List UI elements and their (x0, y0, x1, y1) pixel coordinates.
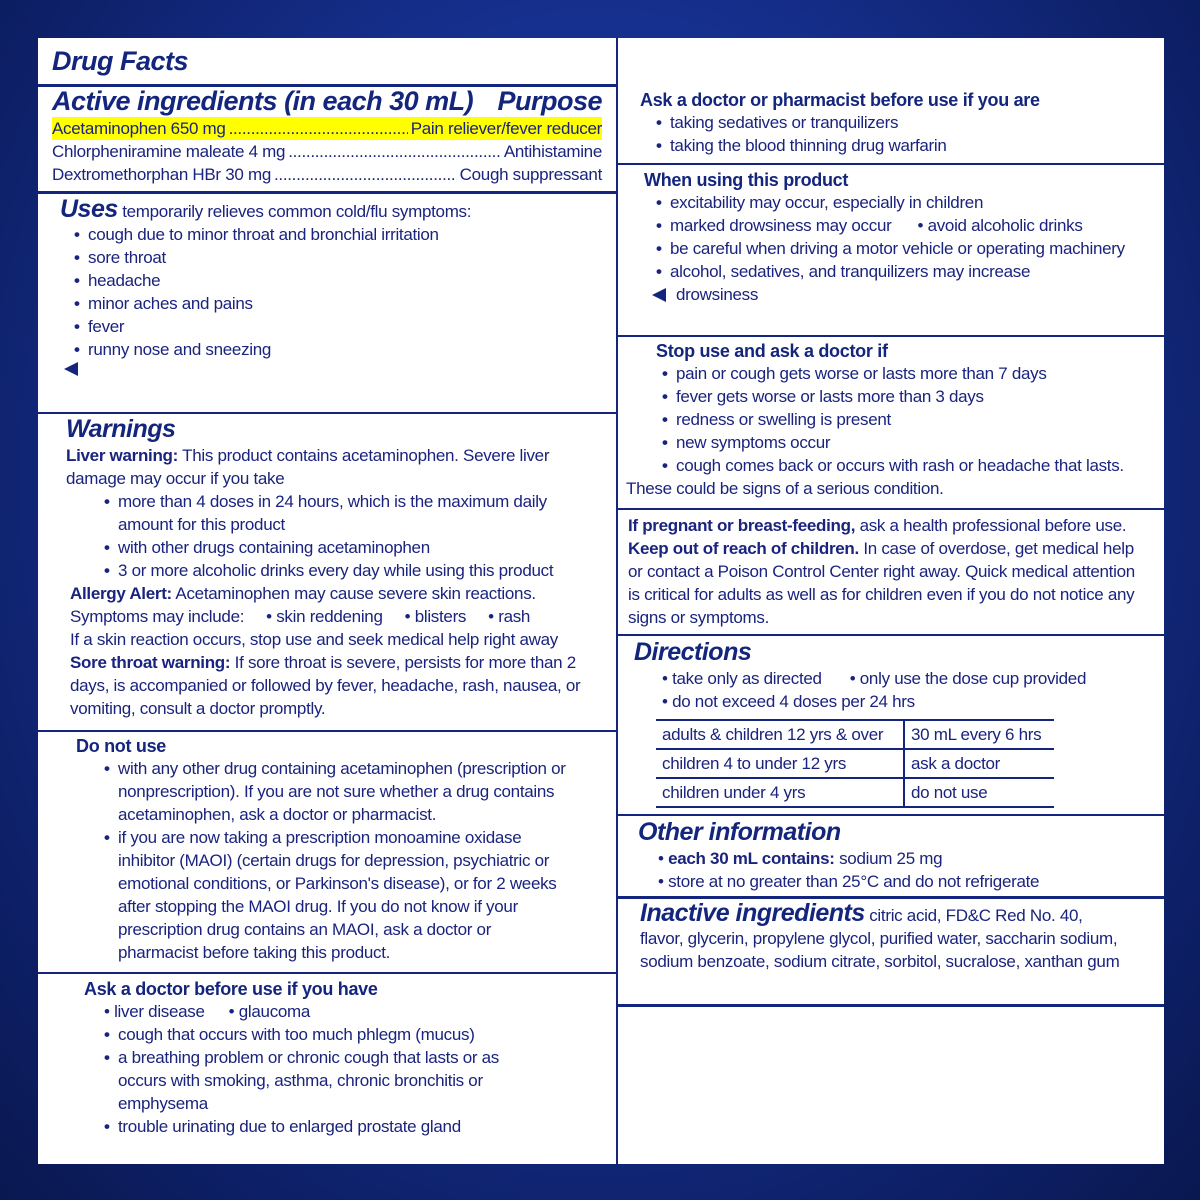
ask-pharmacist-item: • taking sedatives or tranquilizers (656, 111, 1150, 134)
divider (38, 972, 616, 974)
left-column (38, 38, 618, 1164)
when-using-item-continued: drowsiness (676, 285, 759, 304)
dosage-row (656, 749, 1054, 778)
overdose-text: In case of overdose, get medical help or contact a Poison Control Center right away. Quick medical attention is critical for adults as well as for children even if you do not notice any signs or symptoms. (628, 539, 1135, 627)
when-using-item: • be careful when driving a motor vehicle or operating machinery (656, 237, 1150, 260)
liver-warning-list (66, 490, 602, 582)
divider (618, 335, 1164, 337)
ingredient-name: Dextromethorphan HBr 30 mg (52, 165, 271, 184)
warnings-section (38, 415, 616, 720)
pregnancy-text: ask a health professional before use. (859, 516, 1127, 535)
when-using-item: • excitability may occur, especially in children (656, 191, 1150, 214)
active-ingredients-header: Active ingredients (in each 30 mL) (52, 86, 474, 116)
drug-facts-header (38, 46, 616, 77)
inactive-ingredients-header: Inactive ingredients (640, 899, 865, 927)
divider (618, 508, 1164, 510)
do-not-use-item: • if you are now taking a prescription monoamine oxidase inhibitor (MAOI) (certain drugs for depression, psychiatric or emotional conditions, or Parkinson's disease), or for 2 weeks after stopping the MAOI drug. If you do not know if your prescription drug contains an MAOI, ask a doctor or pharmacist before taking this product. (104, 826, 572, 964)
uses-item: • runny nose and sneezing (74, 338, 602, 361)
dosage-age-cell: children 4 to under 12 yrs (656, 749, 904, 778)
dosage-amount-cell: ask a doctor (904, 749, 1054, 778)
keep-out-label: Keep out of reach of children. (628, 539, 859, 558)
symptom-item: rash (498, 607, 531, 626)
ask-pharmacist-list (640, 111, 1150, 157)
stop-use-item: • pain or cough gets worse or lasts more than 7 days (662, 362, 1150, 385)
stop-use-item: • cough comes back or occurs with rash or headache that lasts. (662, 454, 1150, 477)
active-ingredient-list (52, 117, 602, 186)
stop-use-note: These could be signs of a serious condition. (626, 479, 944, 498)
allergy-alert-label: Allergy Alert: (70, 584, 172, 603)
symptoms-row: Symptoms may include: • skin reddening • blisters • rash (70, 607, 531, 626)
when-using-list (644, 191, 1150, 283)
ask-doctor-item: • trouble urinating due to enlarged prostate gland (104, 1115, 542, 1138)
uses-intro: temporarily relieves common cold/flu symptoms: (122, 202, 472, 221)
stop-use-section (618, 341, 1164, 500)
directions-item: do not exceed 4 doses per 24 hrs (672, 692, 915, 711)
uses-item: • headache (74, 269, 602, 292)
warnings-header: Warnings (66, 415, 176, 443)
liver-warning-text: This product contains acetaminophen. Severe liver damage may occur if you take (66, 446, 550, 488)
uses-item: • minor aches and pains (74, 292, 602, 315)
liver-warning-item: • more than 4 doses in 24 hours, which is the maximum daily amount for this product (104, 490, 588, 536)
ingredient-purpose: Pain reliever/fever reducer (410, 119, 602, 138)
uses-list (60, 223, 602, 361)
dot-leader (274, 163, 457, 186)
active-ingredient-row (52, 140, 602, 163)
other-info-label: each 30 mL contains: (668, 849, 835, 868)
stop-use-item: • new symptoms occur (662, 431, 1150, 454)
purpose-header: Purpose (497, 86, 602, 116)
ask-pharmacist-section (618, 90, 1164, 157)
dosage-age-cell: adults & children 12 yrs & over (656, 720, 904, 749)
active-ingredient-row (52, 163, 602, 186)
dosage-row (656, 720, 1054, 749)
uses-item: • fever (74, 315, 602, 338)
stop-use-item: • fever gets worse or lasts more than 3 days (662, 385, 1150, 408)
directions-item: only use the dose cup provided (859, 669, 1087, 688)
divider (38, 191, 616, 194)
ingredient-purpose: Antihistamine (503, 142, 602, 161)
uses-item: • sore throat (74, 246, 602, 269)
divider (618, 634, 1164, 636)
other-info-section: Other information • each 30 mL contains: sodium 25 mg • store at no greater than 25°C and do not refrigerate (618, 818, 1164, 893)
symptom-item: blisters (414, 607, 467, 626)
sore-throat-label: Sore throat warning: (70, 653, 231, 672)
continue-arrow-icon (652, 288, 666, 302)
right-column (618, 38, 1164, 1164)
divider (618, 814, 1164, 816)
directions-header: Directions (634, 638, 752, 666)
liver-warning-item: • 3 or more alcoholic drinks every day while using this product (104, 559, 588, 582)
directions-item: take only as directed (672, 669, 822, 688)
drug-facts-title: Drug Facts (52, 46, 189, 76)
stop-use-header: Stop use and ask a doctor if (656, 341, 888, 361)
do-not-use-item: • with any other drug containing acetaminophen (prescription or nonprescription). If you are not sure whether a drug contains acetaminophen, ask a doctor or pharmacist. (104, 757, 572, 826)
dosage-table (656, 719, 1054, 808)
do-not-use-section (38, 736, 616, 964)
dosage-row (656, 778, 1054, 807)
ask-doctor-item: • a breathing problem or chronic cough that lasts or as occurs with smoking, asthma, chronic bronchitis or emphysema (104, 1046, 542, 1115)
stop-use-list (656, 362, 1150, 477)
dot-leader (288, 140, 501, 163)
ask-doctor-list (84, 1023, 602, 1138)
when-using-item: • marked drowsiness may occur • avoid alcoholic drinks (656, 214, 1150, 237)
ingredient-name: Acetaminophen 650 mg (52, 119, 226, 138)
allergy-alert-text: Acetaminophen may cause severe skin reactions. (175, 584, 536, 603)
liver-warning-item: • with other drugs containing acetaminophen (104, 536, 588, 559)
other-info-item: store at no greater than 25°C and do not refrigerate (668, 872, 1040, 891)
continue-arrow-icon (64, 362, 78, 376)
pregnancy-section (618, 514, 1164, 629)
ask-doctor-item: liver disease (114, 1002, 205, 1021)
divider (618, 163, 1164, 165)
ask-doctor-item: • cough that occurs with too much phlegm (mucus) (104, 1023, 542, 1046)
uses-header: Uses (60, 195, 118, 223)
when-using-section (618, 170, 1164, 306)
ingredient-purpose: Cough suppressant (459, 165, 602, 184)
inactive-ingredients-section (618, 899, 1164, 973)
ask-doctor-section: Ask a doctor before use if you have • liver disease • glaucoma • cough that occurs with too much phlegm (mucus) • a breathing problem or chronic cough that lasts or as occurs with smoking, asthma, chronic bronchitis or emphysema • trouble urinating due to enlarged prostate gland (38, 979, 616, 1138)
divider (38, 730, 616, 732)
divider (38, 412, 616, 414)
dosage-amount-cell: do not use (904, 778, 1054, 807)
symptoms-lead: Symptoms may include: (70, 607, 245, 626)
skin-reaction-text: If a skin reaction occurs, stop use and seek medical help right away (70, 630, 558, 649)
ingredient-name: Chlorpheniramine maleate 4 mg (52, 142, 286, 161)
do-not-use-header: Do not use (76, 736, 166, 756)
active-ingredients-section (38, 86, 616, 186)
when-using-item: • alcohol, sedatives, and tranquilizers may increase (656, 260, 1150, 283)
uses-item: • cough due to minor throat and bronchial irritation (74, 223, 602, 246)
other-info-text: sodium 25 mg (839, 849, 943, 868)
liver-warning-label: Liver warning: (66, 446, 178, 465)
when-using-header: When using this product (644, 170, 849, 190)
do-not-use-list (76, 757, 602, 964)
ask-pharmacist-header: Ask a doctor or pharmacist before use if you are (640, 90, 1040, 110)
ask-doctor-header: Ask a doctor before use if you have (84, 979, 378, 999)
drug-facts-panel (38, 38, 1164, 1164)
sore-throat-text: If sore throat is severe, persists for more than 2 days, is accompanied or followed by fever, headache, rash, nausea, or vomiting, consult a doctor promptly. (70, 653, 581, 718)
ask-doctor-item: glaucoma (238, 1002, 311, 1021)
directions-section: Directions • take only as directed • only use the dose cup provided • do not exceed 4 doses per 24 hrs adults & children 12 yrs & over 30 mL every 6 hrs children 4 to under 12 yrs ask a doctor children under 4 yrs do not use (618, 638, 1164, 808)
ask-pharmacist-item: • taking the blood thinning drug warfarin (656, 134, 1150, 157)
divider (618, 1004, 1164, 1007)
dosage-amount-cell: 30 mL every 6 hrs (904, 720, 1054, 749)
symptom-item: skin reddening (276, 607, 383, 626)
active-ingredient-row (52, 117, 602, 140)
stop-use-item: • redness or swelling is present (662, 408, 1150, 431)
uses-section (38, 195, 616, 381)
other-info-header: Other information (638, 818, 841, 846)
dot-leader (229, 117, 408, 140)
inactive-ingredients-text: citric acid, FD&C Red No. 40, flavor, glycerin, propylene glycol, purified water, saccharin sodium, sodium benzoate, sodium citrate, sorbitol, sucralose, xanthan gum (640, 906, 1120, 971)
dosage-age-cell: children under 4 yrs (656, 778, 904, 807)
pregnancy-label: If pregnant or breast-feeding, (628, 516, 856, 535)
